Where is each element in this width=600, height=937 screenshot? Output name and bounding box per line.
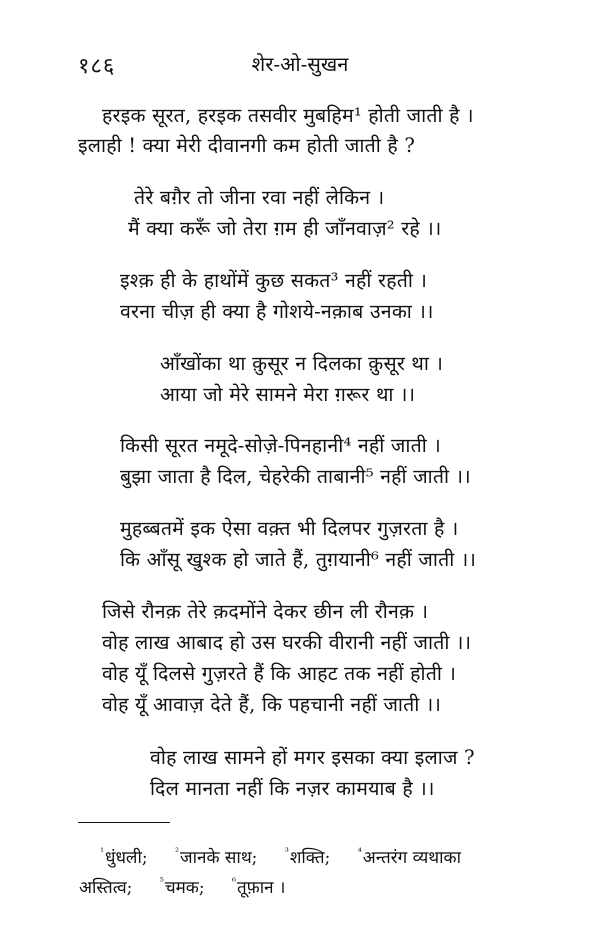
footnote-mark: ⁶ — [231, 877, 236, 888]
footnote — [160, 875, 205, 898]
footnote-mark: ⁵ — [159, 877, 164, 888]
footnote — [232, 875, 286, 898]
verse-line: मुहब्बतमें इक ऐसा वक़्त भी दिलपर गुज़रता है । — [120, 517, 459, 540]
verse-line: हरइक सूरत, हरइक तसवीर मुबहिम¹ होती जाती है । — [102, 104, 474, 127]
footnote-text: शक्ति; — [289, 848, 331, 868]
verse-line: इश्क़ ही के हाथोंमें कुछ सकत³ नहीं रहती । — [120, 269, 428, 292]
footnote — [358, 845, 461, 868]
verse-line: आँखोंका था क़ुसूर न दिलका क़ुसूर था । — [160, 352, 444, 375]
verse-line: तेरे बग़ैर तो जीना रवा नहीं लेकिन । — [134, 186, 385, 209]
footnote-text: अस्तित्व; — [79, 878, 133, 898]
verse-line: वोह लाख सामने हों मगर इसका क्या इलाज ? — [150, 746, 475, 769]
footnote-mark: ¹ — [100, 847, 105, 858]
footnote — [175, 845, 257, 868]
verse-line: इलाही ! क्या मेरी दीवानगी कम होती जाती है ? — [78, 134, 416, 157]
verse-line: मैं क्या करूँ जो तेरा ग़म ही जाँनवाज़² रहे ।। — [128, 217, 442, 240]
verse-line: बुझा जाता है दिल, चेहरेकी ताबानी⁵ नहीं जाती ।। — [120, 465, 471, 488]
verse-line: जिसे रौनक़ तेरे क़दमोंने देकर छीन ली रौनक़ । — [102, 600, 429, 623]
page-number: १८६ — [78, 54, 116, 79]
footnotes-line-2 — [78, 875, 307, 898]
verse-line: कि आँसू खुश्क हो जाते हैं, तुग़यानी⁶ नहीं जाती ।। — [120, 548, 477, 571]
footnotes-line-1 — [100, 845, 461, 868]
footnote-text: चमक; — [164, 878, 205, 898]
verse-line: किसी सूरत नमूदे-सोज़े-पिनहानी⁴ नहीं जाती । — [120, 434, 441, 457]
verse-line: वोह यूँ आवाज़ देते हैं, कि पहचानी नहीं जाती ।। — [102, 693, 442, 716]
verse-line: वोह लाख आबाद हो उस घरकी वीरानी नहीं जाती ।। — [102, 631, 472, 654]
running-head: शेर-ओ-सुखन — [251, 52, 349, 76]
footnote — [285, 845, 331, 868]
footnote-text: धुंधली; — [105, 848, 148, 868]
footnote-text: तूफ़ान । — [236, 878, 286, 898]
footnote-rule — [78, 822, 170, 823]
verse-line: वोह यूँ दिलसे गुज़रते हैं कि आहट तक नहीं होती । — [102, 662, 457, 685]
footnote-mark: ⁴ — [357, 847, 362, 858]
verse-line: दिल मानता नहीं कि नज़र कामयाब है ।। — [150, 777, 435, 800]
verse-line: वरना चीज़ ही क्या है गोशये-नक़ाब उनका ।। — [120, 300, 434, 323]
footnote-text: अन्तरंग व्यथाका — [362, 848, 462, 868]
footnote-mark: ² — [175, 847, 180, 858]
verse-line: आया जो मेरे सामने मेरा ग़रूर था ।। — [160, 383, 416, 406]
footnote — [78, 875, 132, 898]
footnote — [100, 845, 148, 868]
footnote-text: जानके साथ; — [180, 848, 258, 868]
footnote-mark: ³ — [284, 847, 289, 858]
